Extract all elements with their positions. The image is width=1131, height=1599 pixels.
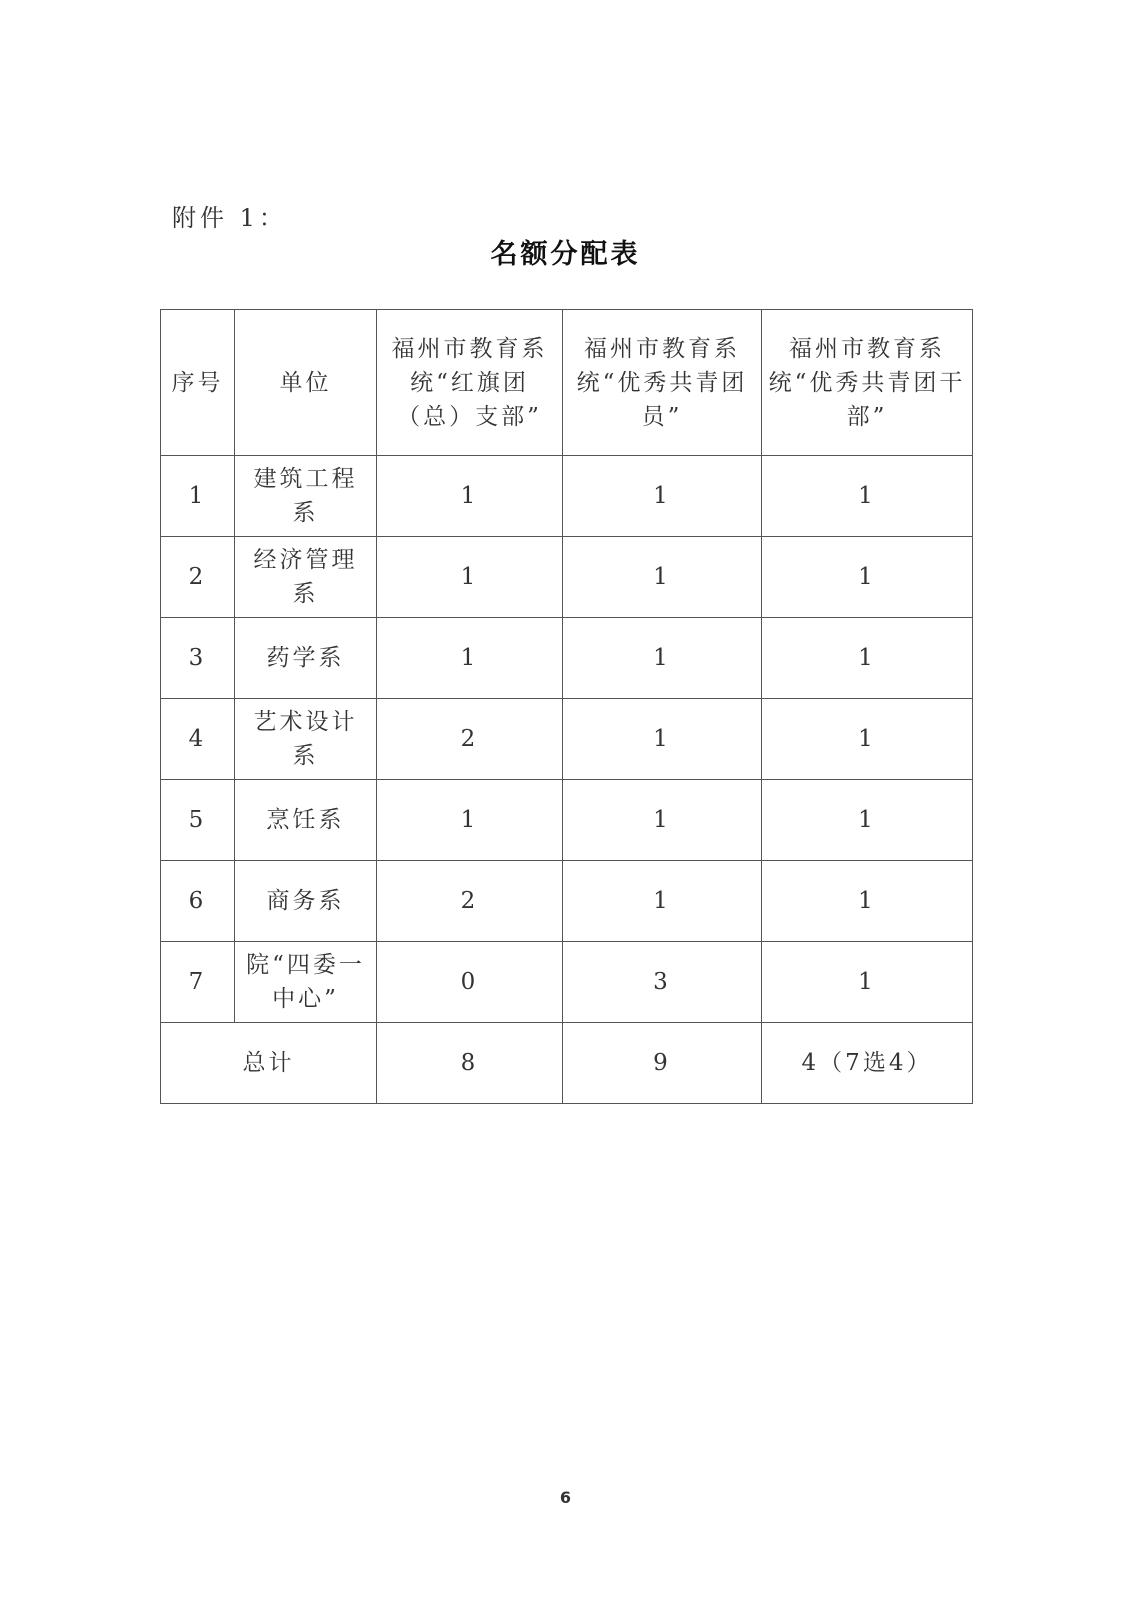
attachment-label: 附件 1： (172, 204, 287, 232)
row-cadre-count: 1 (762, 699, 973, 780)
row-cadre-count: 1 (762, 942, 973, 1023)
total-member: 9 (563, 1023, 762, 1104)
row-index: 7 (161, 942, 235, 1023)
quota-allocation-table (160, 309, 973, 1104)
row-member-count: 1 (563, 456, 762, 537)
row-red-flag-count: 2 (377, 861, 563, 942)
table-row (161, 780, 973, 861)
total-red-flag: 8 (377, 1023, 563, 1104)
row-cadre-count: 1 (762, 861, 973, 942)
table-header-row (161, 310, 973, 456)
row-index: 6 (161, 861, 235, 942)
row-unit: 艺术设计系 (235, 699, 377, 780)
total-label: 总计 (161, 1023, 377, 1104)
row-member-count: 1 (563, 861, 762, 942)
page-number: 6 (559, 1488, 572, 1507)
row-red-flag-count: 1 (377, 780, 563, 861)
row-unit: 药学系 (235, 618, 377, 699)
document-title: 名额分配表 (490, 239, 641, 270)
table-row (161, 537, 973, 618)
row-cadre-count: 1 (762, 537, 973, 618)
row-cadre-count: 1 (762, 618, 973, 699)
table-row (161, 699, 973, 780)
table-row (161, 456, 973, 537)
row-index: 4 (161, 699, 235, 780)
row-member-count: 1 (563, 537, 762, 618)
row-red-flag-count: 1 (377, 618, 563, 699)
row-cadre-count: 1 (762, 780, 973, 861)
row-cadre-count: 1 (762, 456, 973, 537)
row-unit: 院“四委一中心” (235, 942, 377, 1023)
total-cadre: 4（7选4） (762, 1023, 973, 1104)
table-row (161, 942, 973, 1023)
header-red-flag-branch: 福州市教育系统“红旗团（总）支部” (377, 310, 563, 456)
row-red-flag-count: 2 (377, 699, 563, 780)
row-member-count: 1 (563, 618, 762, 699)
table-row (161, 618, 973, 699)
row-member-count: 3 (563, 942, 762, 1023)
row-index: 1 (161, 456, 235, 537)
row-red-flag-count: 0 (377, 942, 563, 1023)
row-red-flag-count: 1 (377, 537, 563, 618)
header-index: 序号 (161, 310, 235, 456)
row-index: 5 (161, 780, 235, 861)
header-outstanding-cadre: 福州市教育系统“优秀共青团干部” (762, 310, 973, 456)
row-red-flag-count: 1 (377, 456, 563, 537)
header-unit: 单位 (235, 310, 377, 456)
row-index: 3 (161, 618, 235, 699)
row-member-count: 1 (563, 780, 762, 861)
row-unit: 烹饪系 (235, 780, 377, 861)
row-unit: 商务系 (235, 861, 377, 942)
row-unit: 建筑工程系 (235, 456, 377, 537)
table-row (161, 861, 973, 942)
row-index: 2 (161, 537, 235, 618)
header-outstanding-member: 福州市教育系统“优秀共青团员” (563, 310, 762, 456)
row-member-count: 1 (563, 699, 762, 780)
row-unit: 经济管理系 (235, 537, 377, 618)
table-total-row (161, 1023, 973, 1104)
